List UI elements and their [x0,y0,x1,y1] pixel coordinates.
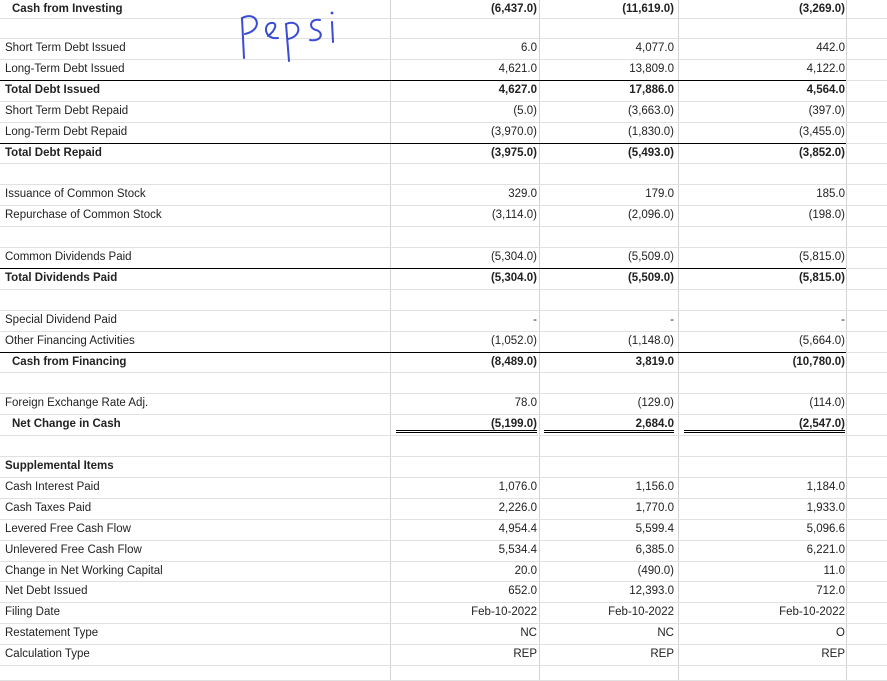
value-cell-year-3[interactable]: (10,780.0) [792,356,845,368]
value-cell-year-1[interactable] [392,456,537,476]
row-repurchase-common-stock [0,205,887,225]
value-cell-year-2[interactable] [540,456,674,476]
row-label[interactable]: Change in Net Working Capital [5,565,163,577]
row-total-debt-repaid [0,143,887,163]
value-cell-year-3[interactable]: (198.0) [808,209,845,221]
value-cell-year-2[interactable]: - [670,314,674,326]
value-cell-year-1[interactable]: 4,621.0 [498,63,537,75]
row-issuance-common-stock [0,184,887,204]
value-cell-year-2[interactable]: 3,819.0 [635,356,674,368]
row-filing-date [0,602,887,622]
row-label[interactable]: Long-Term Debt Repaid [5,126,128,138]
row-total-dividends-paid [0,268,887,288]
value-cell-year-2[interactable]: (1,148.0) [627,335,674,347]
value-cell-year-3[interactable]: (3,269.0) [798,3,845,15]
row-supplemental-items [0,456,887,476]
value-cell-year-2[interactable]: 2,684.0 [635,418,674,430]
value-cell-year-1[interactable]: (6,437.0) [490,3,537,15]
row-unlevered-free-cash-flow [0,540,887,560]
row-label[interactable]: Filing Date [5,606,60,618]
row-label[interactable]: Net Debt Issued [5,585,88,597]
row-other-financing-activities [0,331,887,351]
value-cell-year-2[interactable]: 1,156.0 [635,481,674,493]
value-cell-year-3[interactable]: (5,815.0) [798,251,845,263]
gridline [0,226,887,227]
row-label[interactable]: Net Change in Cash [12,418,121,430]
value-cell-year-3[interactable]: 1,933.0 [806,502,845,514]
row-label[interactable]: Other Financing Activities [5,335,135,347]
row-cash-from-investing [0,0,887,18]
value-cell-year-2[interactable]: REP [650,648,674,660]
value-cell-year-3[interactable]: 185.0 [816,188,845,200]
value-cell-year-1[interactable]: NC [520,627,537,639]
row-cash-taxes-paid [0,498,887,518]
value-cell-year-2[interactable]: (490.0) [637,565,674,577]
row-label[interactable]: Unlevered Free Cash Flow [5,544,142,556]
row-long-term-debt-repaid [0,122,887,142]
value-cell-year-3[interactable]: (397.0) [808,105,845,117]
row-label[interactable]: Long-Term Debt Issued [5,63,125,75]
value-cell-year-3[interactable]: (3,852.0) [798,147,845,159]
value-cell-year-2[interactable]: (5,493.0) [627,147,674,159]
gridline [0,289,887,290]
value-cell-year-3[interactable]: O [836,627,845,639]
row-label[interactable]: Repurchase of Common Stock [5,209,162,221]
value-cell-year-1[interactable]: (5,304.0) [490,272,537,284]
row-label[interactable]: Issuance of Common Stock [5,188,146,200]
value-cell-year-2[interactable]: 1,770.0 [635,502,674,514]
value-cell-year-2[interactable]: (3,663.0) [627,105,674,117]
value-cell-year-1[interactable]: Feb-10-2022 [471,606,537,618]
value-cell-year-1[interactable]: 652.0 [508,585,537,597]
row-label[interactable]: Cash Taxes Paid [5,502,92,514]
value-cell-year-3[interactable]: Feb-10-2022 [779,606,845,618]
value-cell-year-1[interactable]: (8,489.0) [490,356,537,368]
value-cell-year-1[interactable]: - [533,314,537,326]
row-label[interactable]: Cash Interest Paid [5,481,100,493]
value-cell-year-3[interactable]: 6,221.0 [806,544,845,556]
value-cell-year-1[interactable]: (5,199.0) [490,418,537,430]
row-label[interactable]: Calculation Type [5,648,90,660]
gridline [0,372,887,373]
row-label[interactable]: Supplemental Items [5,460,114,472]
value-cell-year-2[interactable]: (5,509.0) [627,251,674,263]
value-cell-year-3[interactable]: (2,547.0) [798,418,845,430]
row-calculation-type [0,644,887,664]
value-cell-year-3[interactable]: REP [821,648,845,660]
row-special-dividend-paid [0,310,887,330]
row-label[interactable]: Short Term Debt Issued [5,42,126,54]
row-label[interactable]: Restatement Type [5,627,99,639]
value-cell-year-3[interactable]: 4,564.0 [806,84,845,96]
row-label[interactable]: Cash from Investing [12,3,123,15]
pepsi-handwritten-annotation [236,6,351,66]
value-cell-year-2[interactable]: (129.0) [637,397,674,409]
value-cell-year-2[interactable]: NC [657,627,674,639]
value-cell-year-1[interactable]: (5.0) [513,105,537,117]
value-cell-year-3[interactable]: 5,096.6 [806,523,845,535]
value-cell-year-1[interactable]: (3,970.0) [490,126,537,138]
value-cell-year-2[interactable]: Feb-10-2022 [608,606,674,618]
row-label[interactable]: Foreign Exchange Rate Adj. [5,397,149,409]
value-cell-year-1[interactable]: 4,954.4 [498,523,537,535]
value-cell-year-1[interactable]: 20.0 [514,565,537,577]
row-change-net-working-capital [0,561,887,581]
value-cell-year-1[interactable]: 2,226.0 [498,502,537,514]
row-net-debt-issued [0,581,887,601]
row-net-change-in-cash [0,414,887,434]
value-cell-year-3[interactable]: (5,815.0) [798,272,845,284]
row-common-dividends-paid [0,247,887,267]
value-cell-year-3[interactable]: - [841,314,845,326]
row-cash-interest-paid [0,477,887,497]
value-cell-year-1[interactable]: (5,304.0) [490,251,537,263]
value-cell-year-3[interactable] [680,456,845,476]
row-short-term-debt-repaid [0,101,887,121]
value-cell-year-2[interactable]: 4,077.0 [635,42,674,54]
value-cell-year-3[interactable]: (5,664.0) [798,335,845,347]
value-cell-year-2[interactable]: 6,385.0 [635,544,674,556]
value-cell-year-1[interactable]: 6.0 [521,42,537,54]
row-label[interactable]: Common Dividends Paid [5,251,132,263]
row-label[interactable]: Cash from Financing [12,356,127,368]
row-levered-free-cash-flow [0,519,887,539]
value-cell-year-2[interactable]: (11,619.0) [622,3,674,15]
value-cell-year-2[interactable]: (1,830.0) [627,126,674,138]
row-label[interactable]: Total Debt Issued [5,84,100,96]
value-cell-year-3[interactable]: 1,184.0 [806,481,845,493]
value-cell-year-2[interactable]: 179.0 [645,188,674,200]
gridline [0,665,887,666]
row-restatement-type [0,623,887,643]
row-label[interactable]: Levered Free Cash Flow [5,523,131,535]
value-cell-year-3[interactable]: 11.0 [823,565,845,577]
value-cell-year-1[interactable]: 1,076.0 [498,481,537,493]
row-label[interactable]: Short Term Debt Repaid [5,105,129,117]
value-cell-year-1[interactable]: REP [513,648,537,660]
value-cell-year-3[interactable]: (114.0) [809,397,845,409]
row-total-debt-issued [0,80,887,100]
value-cell-year-1[interactable]: 329.0 [508,188,537,200]
row-label[interactable]: Total Debt Repaid [5,147,102,159]
value-cell-year-1[interactable]: 78.0 [514,397,537,409]
value-cell-year-1[interactable]: (3,975.0) [490,147,537,159]
gridline [0,435,887,436]
row-label[interactable]: Total Dividends Paid [5,272,118,284]
value-cell-year-3[interactable]: 4,122.0 [806,63,845,75]
value-cell-year-1[interactable]: (1,052.0) [490,335,537,347]
value-cell-year-2[interactable]: 17,886.0 [629,84,674,96]
row-label[interactable]: Special Dividend Paid [5,314,117,326]
value-cell-year-1[interactable]: 5,534.4 [498,544,537,556]
value-cell-year-2[interactable]: (2,096.0) [627,209,674,221]
value-cell-year-2[interactable]: (5,509.0) [627,272,674,284]
value-cell-year-2[interactable]: 13,809.0 [629,63,674,75]
value-cell-year-1[interactable]: (3,114.0) [491,209,537,221]
row-short-term-debt-issued [0,38,887,58]
value-cell-year-3[interactable]: (3,455.0) [798,126,845,138]
value-cell-year-2[interactable]: 5,599.4 [635,523,674,535]
row-long-term-debt-issued [0,59,887,79]
gridline [0,18,887,19]
value-cell-year-2[interactable]: 12,393.0 [629,585,674,597]
value-cell-year-3[interactable]: 712.0 [816,585,845,597]
value-cell-year-1[interactable]: 4,627.0 [498,84,537,96]
value-cell-year-3[interactable]: 442.0 [816,42,845,54]
row-foreign-exchange-rate-adj [0,393,887,413]
gridline [0,163,887,164]
row-cash-from-financing [0,352,887,372]
